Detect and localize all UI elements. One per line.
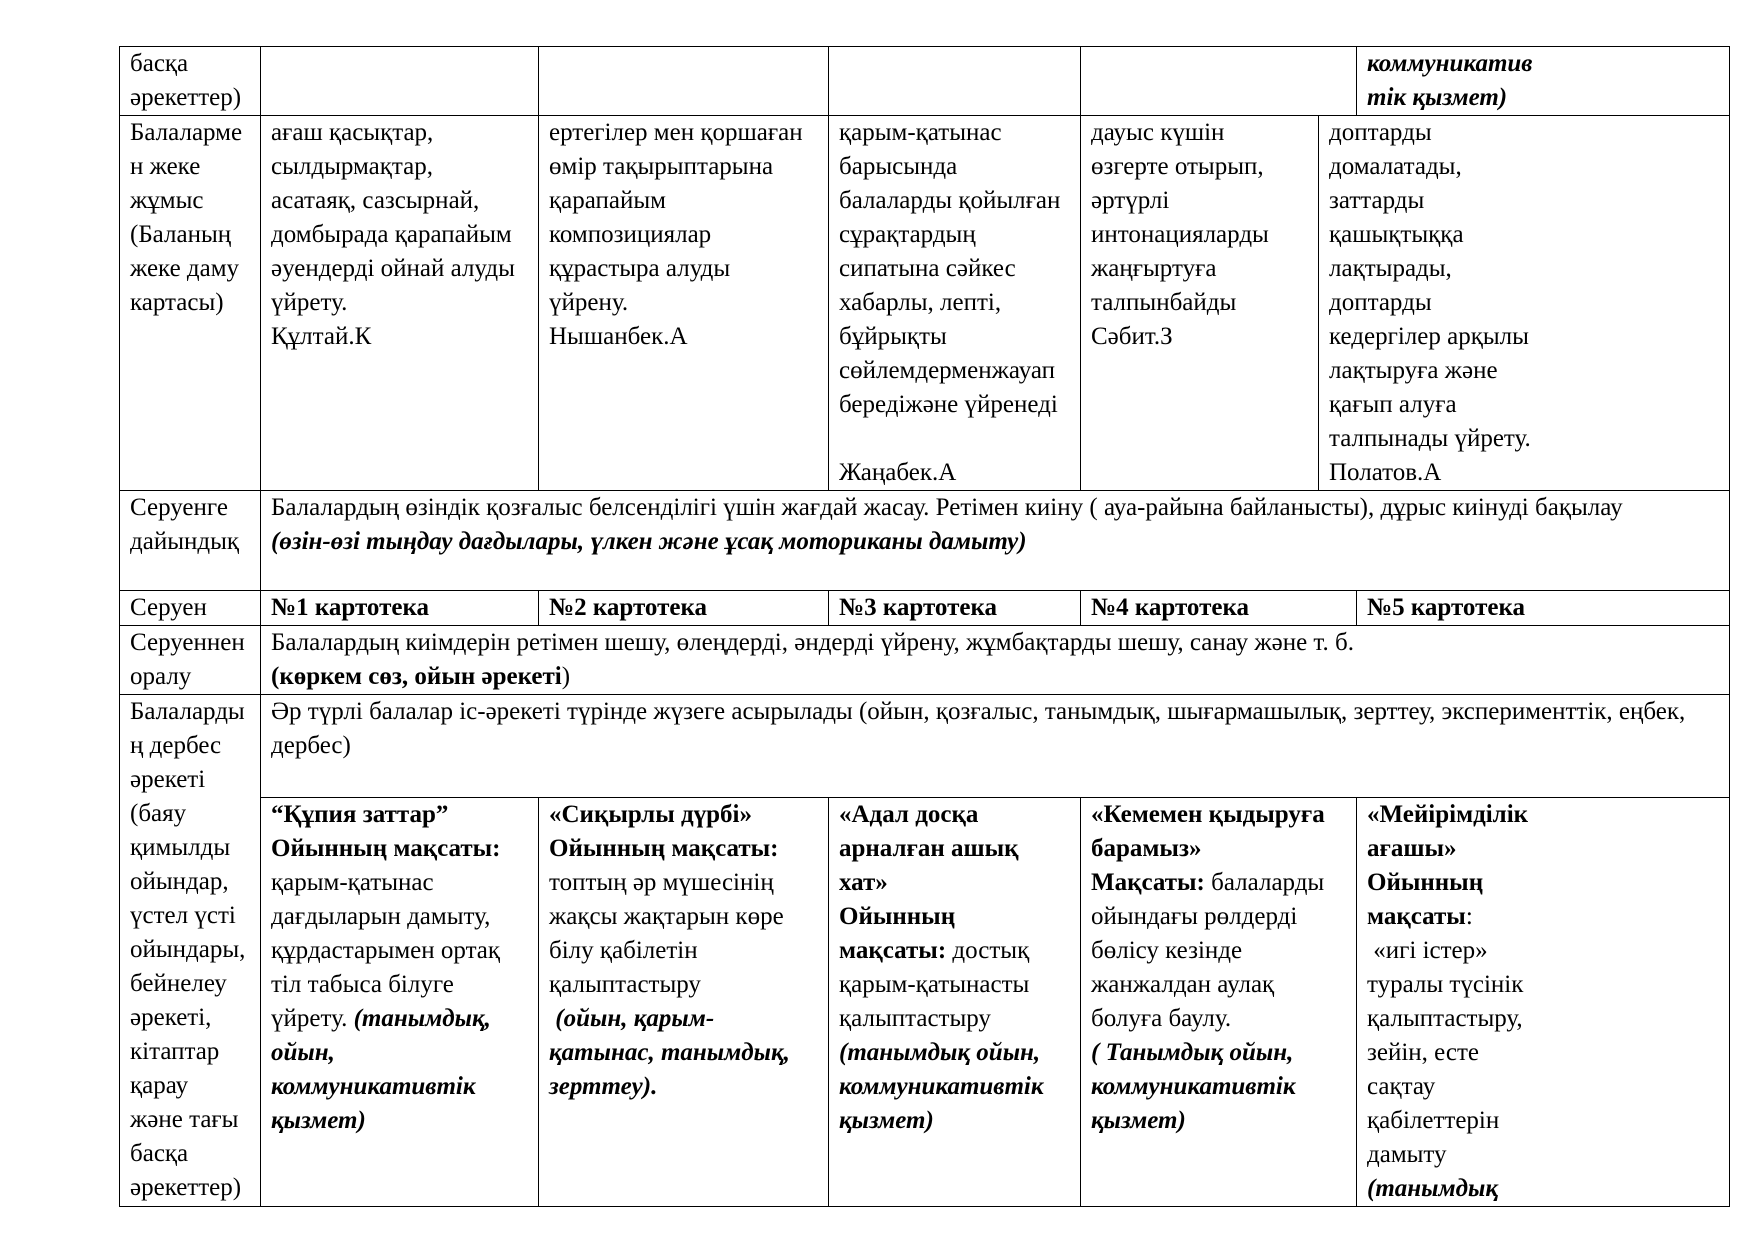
cell-friday: «Мейірімділік ағашы» Ойынның мақсаты: «игі істер» туралы түсінік қалыптастыру, зейін, есте сақтау қабілеттерін дамыту (танымдық [1357, 798, 1730, 1207]
walk-card-3: №3 картотека [829, 591, 1081, 626]
row-label-cell: Серуенге дайындық [120, 491, 261, 591]
cell-thursday: дауыс күшін өзгерте отырып, әртүрлі интонацияларды жаңғыртуға талпынбайды Сәбит.З [1081, 116, 1319, 491]
table-row [120, 47, 1730, 116]
table-row [120, 591, 1730, 626]
walk-card-1: №1 картотека [261, 591, 539, 626]
table-row [120, 626, 1730, 695]
cell-tuesday [539, 47, 829, 116]
row-label-cell: Серуен [120, 591, 261, 626]
row-label-cell: басқа әрекеттер) [120, 47, 261, 116]
cell-friday: доптарды домалатады, заттарды қашықтыққа лақтырады, доптарды кедергілер арқылы лақтыруға және қағып алуға талпынады үйрету. Полатов.А [1319, 116, 1730, 491]
cell-monday [261, 47, 539, 116]
row-label-cell: Балаларме н жеке жұмыс (Баланың жеке даму картасы) [120, 116, 261, 491]
cell-wednesday: қарым-қатынас барысында балаларды қойылған сұрақтардың сипатына сәйкес хабарлы, лепті, бұйрықты сөйлемдерменжауап бередіжәне үйренеді Жаңабек.А [829, 116, 1081, 491]
cell-friday: коммуникатив тік қызмет) [1357, 47, 1730, 116]
cell-thursday: «Кемемен қыдыруға барамыз» Мақсаты: балаларды ойындағы рөлдерді бөлісу кезінде жанжалдан аулақ болуға баулу. ( Танымдық ойын, коммуникативтік қызмет) [1081, 798, 1357, 1207]
walk-prep-cell: Балалардың өзіндік қозғалыс белсенділігі үшін жағдай жасау. Ретімен киіну ( ауа-райына байланысты), дұрыс киінуді бақылау (өзін-өзі тыңдау дағдылары, үлкен және ұсақ моториканы дамыту) [261, 491, 1730, 591]
weekly-plan-table [119, 46, 1730, 1207]
walk-card-4: №4 картотека [1081, 591, 1357, 626]
cell-thursday [1081, 47, 1357, 116]
cell-wednesday [829, 47, 1081, 116]
row-label-cell: Серуеннен оралу [120, 626, 261, 695]
walk-card-2: №2 картотека [539, 591, 829, 626]
row-label-cell: Балаларды ң дербес әрекеті (баяу қимылды ойындар, үстел үсті ойындары, бейнелеу әрекеті, кітаптар қарау және тағы басқа әрекеттер) [120, 695, 261, 1207]
walk-card-5: №5 картотека [1357, 591, 1730, 626]
table-row [120, 695, 1730, 798]
cell-monday: ағаш қасықтар, сылдырмақтар, асатаяқ, сазсырнай, домбырада қарапайым әуендерді ойнай алуды үйрету. Құлтай.К [261, 116, 539, 491]
return-cell: Балалардың киімдерін ретімен шешу, өлеңдерді, әндерді үйрену, жұмбақтарды шешу, санау және т. б. (көркем сөз, ойын әрекеті) [261, 626, 1730, 695]
table-row [120, 798, 1730, 1207]
cell-tuesday: ертегілер мен қоршаған өмір тақырыптарына қарапайым композициялар құрастыра алуды үйрену. Нышанбек.А [539, 116, 829, 491]
independent-intro-cell: Әр түрлі балалар іс-әрекеті түрінде жүзеге асырылады (ойын, қозғалыс, танымдық, шығармашылық, зерттеу, эксперименттік, еңбек, дербес) [261, 695, 1730, 798]
cell-tuesday: «Сиқырлы дүрбі» Ойынның мақсаты: топтың әр мүшесінің жақсы жақтарын көре білу қабілетін қалыптастыру (ойын, қарым- қатынас, танымдық, зерттеу). [539, 798, 829, 1207]
table-row [120, 491, 1730, 591]
cell-monday: “Құпия заттар” Ойынның мақсаты: қарым-қатынас дағдыларын дамыту, құрдастарымен ортақ тіл табыса білуге үйрету. (танымдық, ойын, коммуникативтік қызмет) [261, 798, 539, 1207]
cell-wednesday: «Адал досқа арналған ашық хат» Ойынның мақсаты: достық қарым-қатынасты қалыптастыру (танымдық ойын, коммуникативтік қызмет) [829, 798, 1081, 1207]
table-row [120, 116, 1730, 491]
